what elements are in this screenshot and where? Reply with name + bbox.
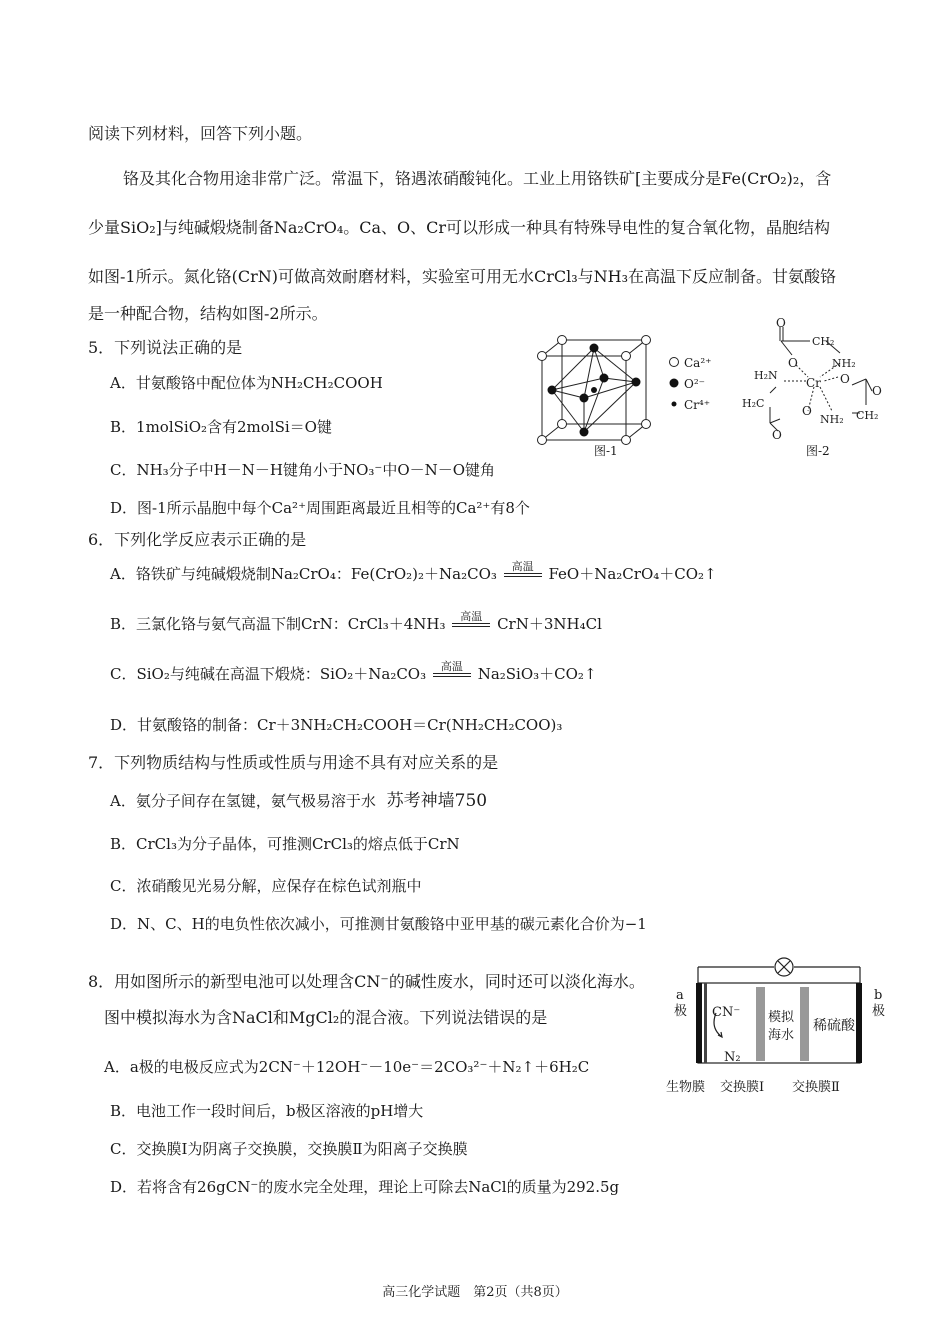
reaction-condition: [504, 561, 542, 577]
electrode-a-label: a: [676, 988, 684, 1003]
question-6-option-d: D．甘氨酸铬的制备：Cr＋3NH₂CH₂COOH＝Cr(NH₂CH₂COO)₃: [110, 716, 563, 734]
question-8-option-c: C．交换膜Ⅰ为阴离子交换膜，交换膜Ⅱ为阳离子交换膜: [110, 1140, 468, 1158]
membrane-1-label: 交换膜Ⅰ: [720, 1080, 765, 1095]
legend-o: O²⁻: [684, 377, 705, 391]
biofilm-label: 生物膜: [666, 1080, 706, 1095]
nitrogen-label: N₂: [724, 1050, 741, 1065]
question-6-option-a: [110, 560, 717, 584]
svg-text:O: O: [776, 316, 786, 330]
question-8-stem-2: 图中模拟海水为含NaCl和MgCl₂的混合液。下列说法错误的是: [104, 1008, 548, 1027]
seawater-label-2: 海水: [768, 1028, 795, 1043]
equals-bar: [433, 673, 471, 677]
question-5-option-a: A．甘氨酸铬中配位体为NH₂CH₂COOH: [110, 374, 383, 392]
option-a-text: A．氨分子间存在氢键，氨气极易溶于水: [110, 792, 376, 810]
svg-text:O: O: [772, 428, 782, 442]
question-8-option-a: A．a极的电极反应式为2CN⁻＋12OH⁻－10e⁻＝2CO₃²⁻＋N₂↑＋6H₂C: [104, 1058, 590, 1076]
question-6-option-c: [110, 660, 597, 684]
option-a-right: FeO＋Na₂CrO₄＋CO₂↑: [548, 565, 717, 583]
figure-1-caption: 图-1: [594, 444, 618, 458]
svg-text:H₂C: H₂C: [742, 397, 765, 410]
option-b-right: CrN＋3NH₄Cl: [497, 615, 602, 633]
question-7-option-b: B．CrCl₃为分子晶体，可推测CrCl₃的熔点低于CrN: [110, 835, 460, 853]
watermark-note: 苏考神墙750: [386, 791, 488, 811]
question-5-stem: 5．下列说法正确的是: [88, 338, 243, 357]
passage-line-3: 如图-1所示。氮化铬(CrN)可做高效耐磨材料，实验室可用无水CrCl₃与NH₃在高温下反应制备。甘氨酸铬: [88, 267, 836, 286]
condition-label: 高温: [460, 610, 483, 623]
reading-instruction: 阅读下列材料，回答下列小题。: [88, 124, 313, 143]
reaction-condition: [433, 661, 471, 677]
option-c-right: Na₂SiO₃＋CO₂↑: [477, 665, 597, 683]
electrode-b-pole: 极: [872, 1004, 886, 1019]
question-7-option-d: D．N、C、H的电负性依次减小，可推测甘氨酸铬中亚甲基的碳元素化合价为−1: [110, 915, 647, 933]
figure-2-caption: 图-2: [806, 444, 830, 458]
question-7-option-a: [110, 791, 487, 811]
question-8-option-b: B．电池工作一段时间后，b极区溶液的pH增大: [110, 1102, 424, 1120]
question-5-option-d: D．图-1所示晶胞中每个Ca²⁺周围距离最近且相等的Ca²⁺有8个: [110, 499, 530, 517]
electrode-b-label: b: [874, 988, 883, 1003]
question-5-option-c: C．NH₃分子中H－N－H键角小于NO₃⁻中O－N－O键角: [110, 461, 496, 479]
option-c-left: C．SiO₂与纯碱在高温下煅烧：SiO₂＋Na₂CO₃: [110, 665, 427, 683]
chromium-glycinate-figure: [736, 315, 896, 445]
legend-ca: Ca²⁺: [684, 356, 712, 370]
option-b-left: B．三氯化铬与氨气高温下制CrN：CrCl₃＋4NH₃: [110, 615, 446, 633]
svg-text:NH₂: NH₂: [832, 357, 856, 370]
svg-text:Cr: Cr: [806, 376, 821, 390]
svg-text:CH₂: CH₂: [812, 335, 835, 348]
question-6-stem: 6．下列化学反应表示正确的是: [88, 530, 307, 549]
page-footer: 高三化学试题 第2页（共8页）: [382, 1285, 568, 1300]
electrode-a-pole: 极: [674, 1004, 688, 1019]
sulfuric-acid-label: 稀硫酸: [813, 1018, 855, 1034]
svg-text:O: O: [872, 384, 882, 398]
svg-text:O: O: [840, 372, 850, 386]
question-7-stem: 7．下列物质结构与性质或性质与用途不具有对应关系的是: [88, 753, 499, 772]
membrane-2-label: 交换膜Ⅱ: [792, 1080, 840, 1095]
cyanide-label: CN⁻: [712, 1005, 741, 1020]
svg-text:O: O: [788, 356, 798, 370]
passage-line-1: 铬及其化合物用途非常广泛。常温下，铬遇浓硝酸钝化。工业上用铬铁矿[主要成分是Fe(CrO₂)₂，含: [123, 169, 832, 188]
seawater-label-1: 模拟: [768, 1010, 795, 1025]
question-8-option-d: D．若将含有26gCN⁻的废水完全处理，理论上可除去NaCl的质量为292.5g: [110, 1178, 620, 1196]
legend-cr: Cr⁴⁺: [684, 398, 711, 412]
question-5-option-b: B．1molSiO₂含有2molSi＝O键: [110, 418, 332, 436]
passage-line-2: 少量SiO₂]与纯碱煅烧制备Na₂CrO₄。Ca、O、Cr可以形成一种具有特殊导电性的复合氧化物，晶胞结构: [88, 218, 831, 237]
reaction-condition: [452, 611, 490, 627]
passage-line-4: 是一种配合物，结构如图-2所示。: [88, 304, 328, 323]
question-7-option-c: C．浓硝酸见光易分解，应保存在棕色试剂瓶中: [110, 877, 422, 895]
equals-bar: [452, 623, 490, 627]
svg-text:O: O: [802, 404, 812, 418]
question-6-option-b: [110, 610, 602, 634]
equals-bar: [504, 573, 542, 577]
svg-text:NH₂: NH₂: [820, 413, 844, 426]
condition-label: 高温: [511, 560, 534, 573]
svg-text:H₂N: H₂N: [754, 369, 778, 382]
option-a-left: A．铬铁矿与纯碱煅烧制Na₂CrO₄：Fe(CrO₂)₂＋Na₂CO₃: [110, 565, 497, 583]
question-8-stem-1: 8．用如图所示的新型电池可以处理含CN⁻的碱性废水，同时还可以淡化海水。: [88, 972, 645, 991]
condition-label: 高温: [440, 660, 463, 673]
svg-text:CH₂: CH₂: [856, 409, 879, 422]
